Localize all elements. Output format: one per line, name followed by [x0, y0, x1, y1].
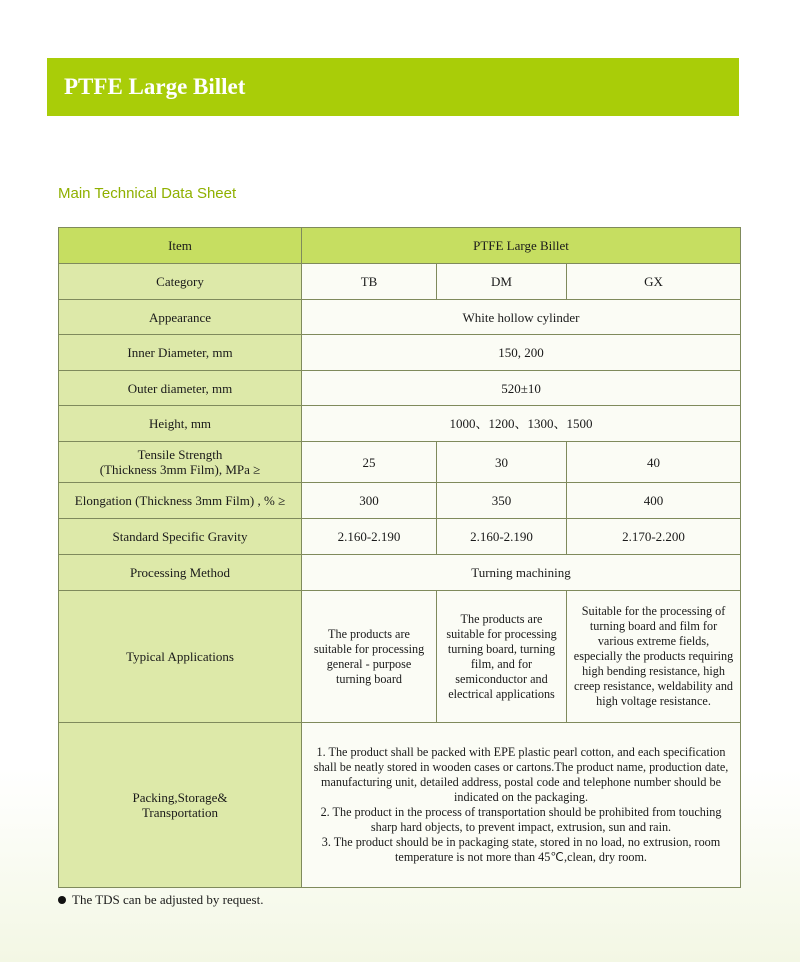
packing-label-line1: Packing,Storage&: [132, 790, 228, 805]
applications-dm: The products are suitable for processing turning board, turning film, and for semiconductor and electrical applications: [437, 591, 567, 723]
tensile-gx: 40: [567, 442, 741, 483]
appearance-value: White hollow cylinder: [302, 300, 741, 335]
gravity-label: Standard Specific Gravity: [59, 519, 302, 555]
table-row-height: [59, 406, 741, 442]
table-row-elongation: [59, 483, 741, 519]
header-product-cell: PTFE Large Billet: [302, 228, 741, 264]
header-item-cell: Item: [59, 228, 302, 264]
tensile-tb: 25: [302, 442, 437, 483]
packing-label: [59, 723, 302, 888]
table-row-packing: [59, 723, 741, 888]
category-gx: GX: [567, 264, 741, 300]
gravity-tb: 2.160-2.190: [302, 519, 437, 555]
table-row-applications: [59, 591, 741, 723]
table-row-appearance: [59, 300, 741, 335]
table-row-inner-diameter: [59, 335, 741, 371]
technical-data-table: [58, 227, 741, 888]
category-tb: TB: [302, 264, 437, 300]
category-dm: DM: [437, 264, 567, 300]
inner-diameter-label: Inner Diameter, mm: [59, 335, 302, 371]
table-row-gravity: [59, 519, 741, 555]
packing-value: [302, 723, 741, 888]
footnote: [58, 892, 263, 908]
tensile-label-line2: (Thickness 3mm Film), MPa ≥: [99, 462, 261, 477]
inner-diameter-value: 150, 200: [302, 335, 741, 371]
elongation-dm: 350: [437, 483, 567, 519]
title-banner: [47, 58, 739, 116]
table-row-category: [59, 264, 741, 300]
outer-diameter-label: Outer diameter, mm: [59, 371, 302, 406]
table-row-tensile: [59, 442, 741, 483]
appearance-label: Appearance: [59, 300, 302, 335]
gravity-dm: 2.160-2.190: [437, 519, 567, 555]
packing-item-1: 1. The product shall be packed with EPE plastic pearl cotton, and each specification shall be neatly stored in wooden cases or cartons.The product name, production date, manufacturing unit, detailed address, postal code and telephone number should be indicated on the packaging.: [313, 745, 729, 804]
applications-gx: Suitable for the processing of turning board and film for various extreme fields, especially the products requiring high bending resistance, high creep resistance, weldability and high voltage resistance.: [567, 591, 741, 723]
tensile-label: [59, 442, 302, 483]
section-title: Main Technical Data Sheet: [58, 185, 237, 202]
bullet-icon: [58, 896, 66, 904]
tensile-label-line1: Tensile Strength: [137, 447, 223, 462]
table-row-outer-diameter: [59, 371, 741, 406]
elongation-tb: 300: [302, 483, 437, 519]
page-title: PTFE Large Billet: [64, 74, 246, 99]
applications-tb: The products are suitable for processing general - purpose turning board: [302, 591, 437, 723]
processing-value: Turning machining: [302, 555, 741, 591]
category-label: Category: [59, 264, 302, 300]
height-value: 1000、1200、1300、1500: [302, 406, 741, 442]
packing-label-line2: Transportation: [141, 805, 219, 820]
outer-diameter-value: 520±10: [302, 371, 741, 406]
applications-label: Typical Applications: [59, 591, 302, 723]
table-row-header: [59, 228, 741, 264]
elongation-label: Elongation (Thickness 3mm Film) , % ≥: [59, 483, 302, 519]
processing-label: Processing Method: [59, 555, 302, 591]
tensile-dm: 30: [437, 442, 567, 483]
table-row-processing: [59, 555, 741, 591]
footnote-text: The TDS can be adjusted by request.: [72, 892, 264, 907]
elongation-gx: 400: [567, 483, 741, 519]
gravity-gx: 2.170-2.200: [567, 519, 741, 555]
packing-item-3: 3. The product should be in packaging state, stored in no load, no extrusion, room temperature is not more than 45℃,clean, dry room.: [321, 835, 721, 864]
height-label: Height, mm: [59, 406, 302, 442]
packing-item-2: 2. The product in the process of transportation should be prohibited from touching sharp hard objects, to prevent impact, extrusion, sun and rain.: [320, 805, 722, 834]
